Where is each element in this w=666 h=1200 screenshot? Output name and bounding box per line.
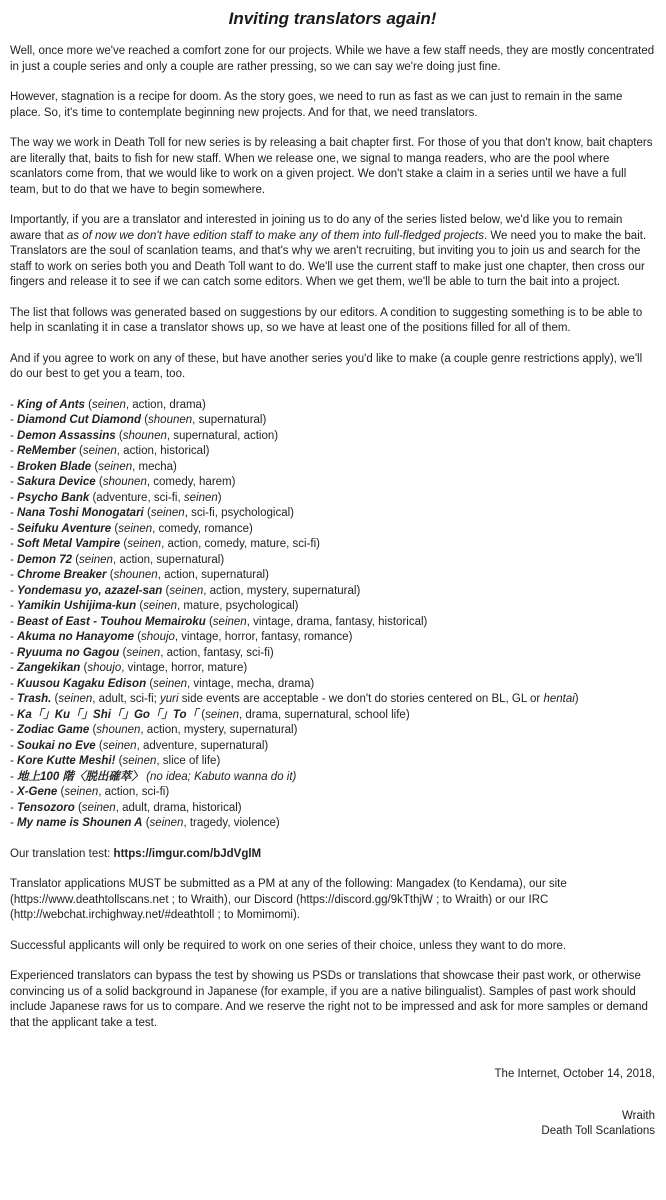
series-item: [10, 739, 655, 755]
series-genres: (seinen, action, sci-fi): [60, 786, 170, 798]
bullet-dash: -: [10, 522, 18, 535]
paragraph: [10, 213, 655, 291]
series-title: Trash.: [17, 693, 52, 705]
series-title: Zodiac Game: [17, 724, 90, 736]
bullet-dash: -: [10, 476, 18, 488]
series-genres: (seinen, action, fantasy, sci-fi): [122, 646, 274, 659]
series-title: Kuusou Kagaku Edison: [17, 677, 147, 690]
paragraph-text: as of now we don't have edition staff to make any of them into full-fledged projects: [66, 229, 484, 242]
series-item: [10, 661, 655, 677]
bullet-dash: -: [10, 398, 18, 411]
series-genres: (no idea; Kabuto wanna do it): [146, 770, 297, 783]
series-title: Zangekikan: [17, 662, 81, 674]
series-title: Yondemasu yo, azazel-san: [17, 584, 163, 597]
series-genres: (seinen, action, comedy, mature, sci-fi): [123, 538, 320, 550]
bullet-dash: -: [10, 615, 18, 628]
bullet-dash: -: [10, 739, 18, 752]
series-genres: (seinen, adult, drama, historical): [77, 801, 242, 814]
paragraph-text: Successful applicants will only be required to work on one series of their choice, unless they want to do more.: [10, 939, 567, 952]
series-item: [10, 506, 655, 522]
series-genres: (seinen, slice of life): [118, 755, 221, 767]
paragraph-text: Importantly, if you are a translator and interested in joining us to do any of the series listed below, we'd like you to remain aware that: [10, 214, 623, 242]
bullet-dash: -: [10, 507, 18, 519]
bullet-dash: -: [10, 693, 18, 705]
paragraph: [10, 969, 655, 1031]
intro-section: [10, 44, 655, 383]
series-item: [10, 754, 655, 770]
series-item: [10, 537, 655, 553]
series-genres: (seinen, sci-fi, psychological): [146, 507, 294, 519]
series-title: Demon 72: [17, 553, 72, 566]
paragraph-text: Well, once more we've reached a comfort zone for our projects. While we have a few staff needs, they are mostly concentrated in just a couple series and only a couple are rather pressing, so we can say we're doing just fine.: [10, 45, 655, 73]
series-genres: (shounen, comedy, harem): [98, 476, 236, 488]
series-item: [10, 584, 655, 600]
series-item: [10, 708, 655, 724]
bullet-dash: -: [10, 786, 18, 798]
series-item: [10, 801, 655, 817]
bullet-dash: -: [10, 460, 18, 473]
series-genres: (seinen, drama, supernatural, school life): [201, 708, 410, 721]
series-item: [10, 491, 655, 507]
series-title: Tensozoro: [17, 801, 75, 814]
series-item: [10, 677, 655, 693]
series-genres: (shounen, action, mystery, supernatural): [92, 724, 298, 736]
series-item: [10, 615, 655, 631]
paragraph: [10, 847, 655, 863]
series-item: [10, 444, 655, 460]
series-title: Sakura Device: [17, 476, 96, 488]
paragraph-text: And if you agree to work on any of these, but have another series you'd like to make (a couple genre restrictions apply), we'll do our best to get you a team, too.: [10, 352, 643, 380]
paragraph: [10, 136, 655, 198]
signature-author: Wraith: [621, 1109, 655, 1122]
bullet-dash: -: [10, 569, 18, 581]
series-genres: (seinen, mecha): [94, 460, 177, 473]
paragraph-text: Our translation test:: [10, 847, 114, 860]
paragraph-text: However, stagnation is a recipe for doom. As the story goes, we need to run as fast as we can just to remain in the same place. So, it's time to contemplate beginning new projects. And for that, we need translators.: [10, 91, 623, 119]
signature-block: [10, 1067, 655, 1140]
series-title: Ryuuma no Gagou: [17, 646, 120, 659]
bullet-dash: -: [10, 755, 18, 767]
series-title: Demon Assassins: [17, 429, 116, 442]
signature-dateline: The Internet, October 14, 2018,: [494, 1068, 655, 1080]
paragraph-text: The list that follows was generated based on suggestions by our editors. A condition to suggesting something is to be able to help in scanlating it in case a translator shows up, so we have at least one of the positions filled for all of them.: [10, 306, 643, 334]
paragraph: [10, 352, 655, 383]
paragraph: [10, 939, 655, 955]
series-title: Beast of East - Touhou Memairoku: [17, 615, 206, 628]
series-item: [10, 475, 655, 491]
series-title: Akuma no Hanayome: [17, 631, 134, 643]
series-title: Psycho Bank: [17, 491, 90, 504]
series-title: King of Ants: [17, 398, 85, 411]
series-title: ReMember: [17, 445, 76, 457]
bullet-dash: -: [10, 445, 18, 457]
series-item: [10, 692, 655, 708]
series-title: 地上100 階〈脱出確萃〉: [17, 770, 143, 783]
series-title: Soft Metal Vampire: [17, 538, 121, 550]
series-genres: (shoujo, vintage, horror, mature): [83, 662, 248, 674]
bullet-dash: -: [10, 538, 18, 550]
series-title: Kore Kutte Meshi!: [17, 755, 116, 767]
bullet-dash: -: [10, 770, 18, 783]
bullet-dash: -: [10, 414, 18, 426]
series-genres: (seinen, action, drama): [88, 398, 206, 411]
bullet-dash: -: [10, 584, 18, 597]
series-item: [10, 630, 655, 646]
series-item: [10, 646, 655, 662]
series-genres: (seinen, vintage, drama, fantasy, historical): [208, 615, 428, 628]
series-title: Nana Toshi Monogatari: [17, 507, 144, 519]
paragraph-text: Translator applications MUST be submitted as a PM at any of the following: Mangadex (to Kendama), our site (https://www.deathtollscans.net ; to Wraith), our Discord (https://discord.gg/9kTthjW ; to Wraith) or our IRC (http://webchat.irchighway.net/#deathtoll ; to Momimomi).: [10, 878, 567, 921]
series-genres: (seinen, mature, psychological): [139, 600, 299, 612]
bullet-dash: -: [10, 708, 18, 721]
signature-group: Death Toll Scanlations: [541, 1125, 655, 1137]
series-genres: (seinen, action, supernatural): [75, 553, 225, 566]
series-genres: (seinen, action, historical): [79, 445, 210, 457]
series-title: Soukai no Eve: [17, 739, 96, 752]
bullet-dash: -: [10, 646, 18, 659]
series-genres: (adventure, sci-fi, seinen): [92, 491, 222, 504]
series-genres: (seinen, tragedy, violence): [145, 817, 280, 829]
paragraph: [10, 877, 655, 924]
paragraph: [10, 44, 655, 75]
bullet-dash: -: [10, 553, 18, 566]
series-genres: (shoujo, vintage, horror, fantasy, romance): [137, 631, 353, 643]
series-item: [10, 785, 655, 801]
series-item: [10, 568, 655, 584]
series-title: Chrome Breaker: [17, 569, 107, 581]
series-genres: (seinen, vintage, mecha, drama): [149, 677, 315, 690]
bullet-dash: -: [10, 817, 18, 829]
series-genres: (seinen, adult, sci-fi; yuri side events are acceptable - we don't do stories centered on BL, GL or hentai): [54, 693, 579, 705]
series-item: [10, 413, 655, 429]
series-title: Yamikin Ushijima-kun: [17, 600, 137, 612]
bullet-dash: -: [10, 631, 18, 643]
series-item: [10, 816, 655, 832]
series-item: [10, 398, 655, 414]
series-title: Ka「」Ku「」Shi「」Go「」To「: [17, 708, 199, 721]
bullet-dash: -: [10, 801, 18, 814]
bullet-dash: -: [10, 491, 18, 504]
paragraph-text: Experienced translators can bypass the test by showing us PSDs or translations that showcase their past work, or otherwise convincing us of a solid background in Japanese (for example, if you are a native bilingualist). Samples of past work should include Japanese raws for us to compare. And we reserve the right not to be impressed and ask for more samples or demand that the applicant take a test.: [10, 970, 648, 1029]
series-genres: (shounen, supernatural): [144, 414, 267, 426]
series-item: [10, 770, 655, 786]
series-genres: (shounen, supernatural, action): [118, 429, 279, 442]
series-genres: (seinen, comedy, romance): [114, 522, 253, 535]
series-title: X-Gene: [17, 786, 58, 798]
paragraph: [10, 90, 655, 121]
paragraph-text: . We need you to make the bait. Translators are the soul of scanlation teams, and that's why we aren't recruiting, but inviting you to join us and search for the staff to work on series both you and Death Toll want to do. We'll use the current staff to make just one chapter, then cross our fingers and release it to see if we can catch some editors. When we get them, we'll be able to turn the bait into a project.: [10, 229, 647, 288]
bullet-dash: -: [10, 662, 18, 674]
page-title: Inviting translators again!: [228, 9, 437, 28]
paragraph: [10, 306, 655, 337]
paragraph-text: The way we work in Death Toll for new series is by releasing a bait chapter first. For those of you that don't know, bait chapters are literally that, baits to fish for new staff. When we release one, we signal to manga readers, who are the pool where scanlators come from, that we would like to work on a given project. We don't stake a claim in a series until we have a full team, but to do that we have to begin somewhere.: [10, 137, 653, 196]
series-item: [10, 553, 655, 569]
bullet-dash: -: [10, 600, 18, 612]
outro-section: [10, 847, 655, 1032]
series-genres: (seinen, action, mystery, supernatural): [165, 584, 361, 597]
series-item: [10, 599, 655, 615]
series-item: [10, 429, 655, 445]
series-genres: (seinen, adventure, supernatural): [98, 739, 269, 752]
series-title: My name is Shounen A: [17, 817, 143, 829]
series-list: [10, 398, 655, 832]
series-title: Diamond Cut Diamond: [17, 414, 141, 426]
series-item: [10, 522, 655, 538]
url-text: https://imgur.com/bJdVglM: [113, 847, 262, 860]
series-genres: (shounen, action, supernatural): [109, 569, 269, 581]
bullet-dash: -: [10, 429, 18, 442]
bullet-dash: -: [10, 724, 18, 736]
series-title: Broken Blade: [17, 460, 92, 473]
bullet-dash: -: [10, 677, 18, 690]
series-title: Seifuku Aventure: [17, 522, 112, 535]
series-item: [10, 460, 655, 476]
series-item: [10, 723, 655, 739]
